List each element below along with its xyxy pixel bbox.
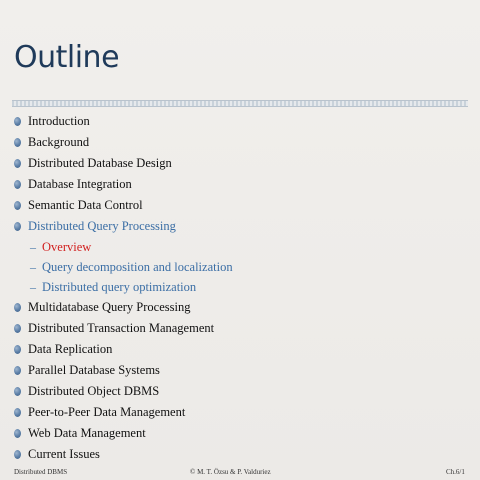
footer-copyright: © M. T. Özsu & P. Valduriez [190,468,271,476]
bullet-icon [14,138,21,147]
dash-marker: – [30,280,36,294]
list-item [0,361,480,381]
sub-item-current [0,238,480,258]
list-item-label: Distributed Database Design [28,156,172,170]
list-item [0,340,480,360]
list-item-current-section [0,217,480,237]
bullet-icon [14,366,21,375]
sub-item-label: Query decomposition and localization [42,260,233,274]
sub-item-label: Distributed query optimization [42,280,197,294]
bullet-icon [14,117,21,126]
list-item [0,319,480,339]
bullet-icon [14,303,21,312]
bullet-icon [14,387,21,396]
list-item [0,445,480,465]
sub-item [0,278,480,298]
list-item-label: Current Issues [28,447,100,461]
list-item-label: Distributed Query Processing [28,219,176,233]
bullet-icon [14,324,21,333]
list-item [0,112,480,132]
sub-item [0,258,480,278]
bullet-icon [14,180,21,189]
slide-title: Outline [14,40,120,75]
bullet-icon [14,222,21,231]
list-item-label: Database Integration [28,177,132,191]
list-item [0,133,480,153]
list-item-label: Parallel Database Systems [28,363,160,377]
bullet-icon [14,159,21,168]
list-item [0,175,480,195]
list-item-label: Background [28,135,90,149]
list-item [0,196,480,216]
bullet-icon [14,201,21,210]
bullet-icon [14,450,21,459]
list-item-label: Introduction [28,114,90,128]
list-item [0,382,480,402]
list-item-label: Multidatabase Query Processing [28,300,191,314]
list-item [0,154,480,174]
list-item-label: Web Data Management [28,426,146,440]
list-item-label: Distributed Transaction Management [28,321,215,335]
bullet-icon [14,345,21,354]
footer-course: Distributed DBMS [14,468,68,476]
title-divider [12,100,468,107]
sub-item-label: Overview [42,240,92,254]
list-item-label: Data Replication [28,342,113,356]
footer-page-number: Ch.6/1 [446,468,465,476]
dash-marker: – [30,240,36,254]
list-item [0,403,480,423]
list-item-label: Peer-to-Peer Data Management [28,405,186,419]
list-item-label: Distributed Object DBMS [28,384,160,398]
list-item [0,298,480,318]
list-item [0,424,480,444]
bullet-icon [14,429,21,438]
list-item-label: Semantic Data Control [28,198,143,212]
dash-marker: – [30,260,36,274]
bullet-icon [14,408,21,417]
